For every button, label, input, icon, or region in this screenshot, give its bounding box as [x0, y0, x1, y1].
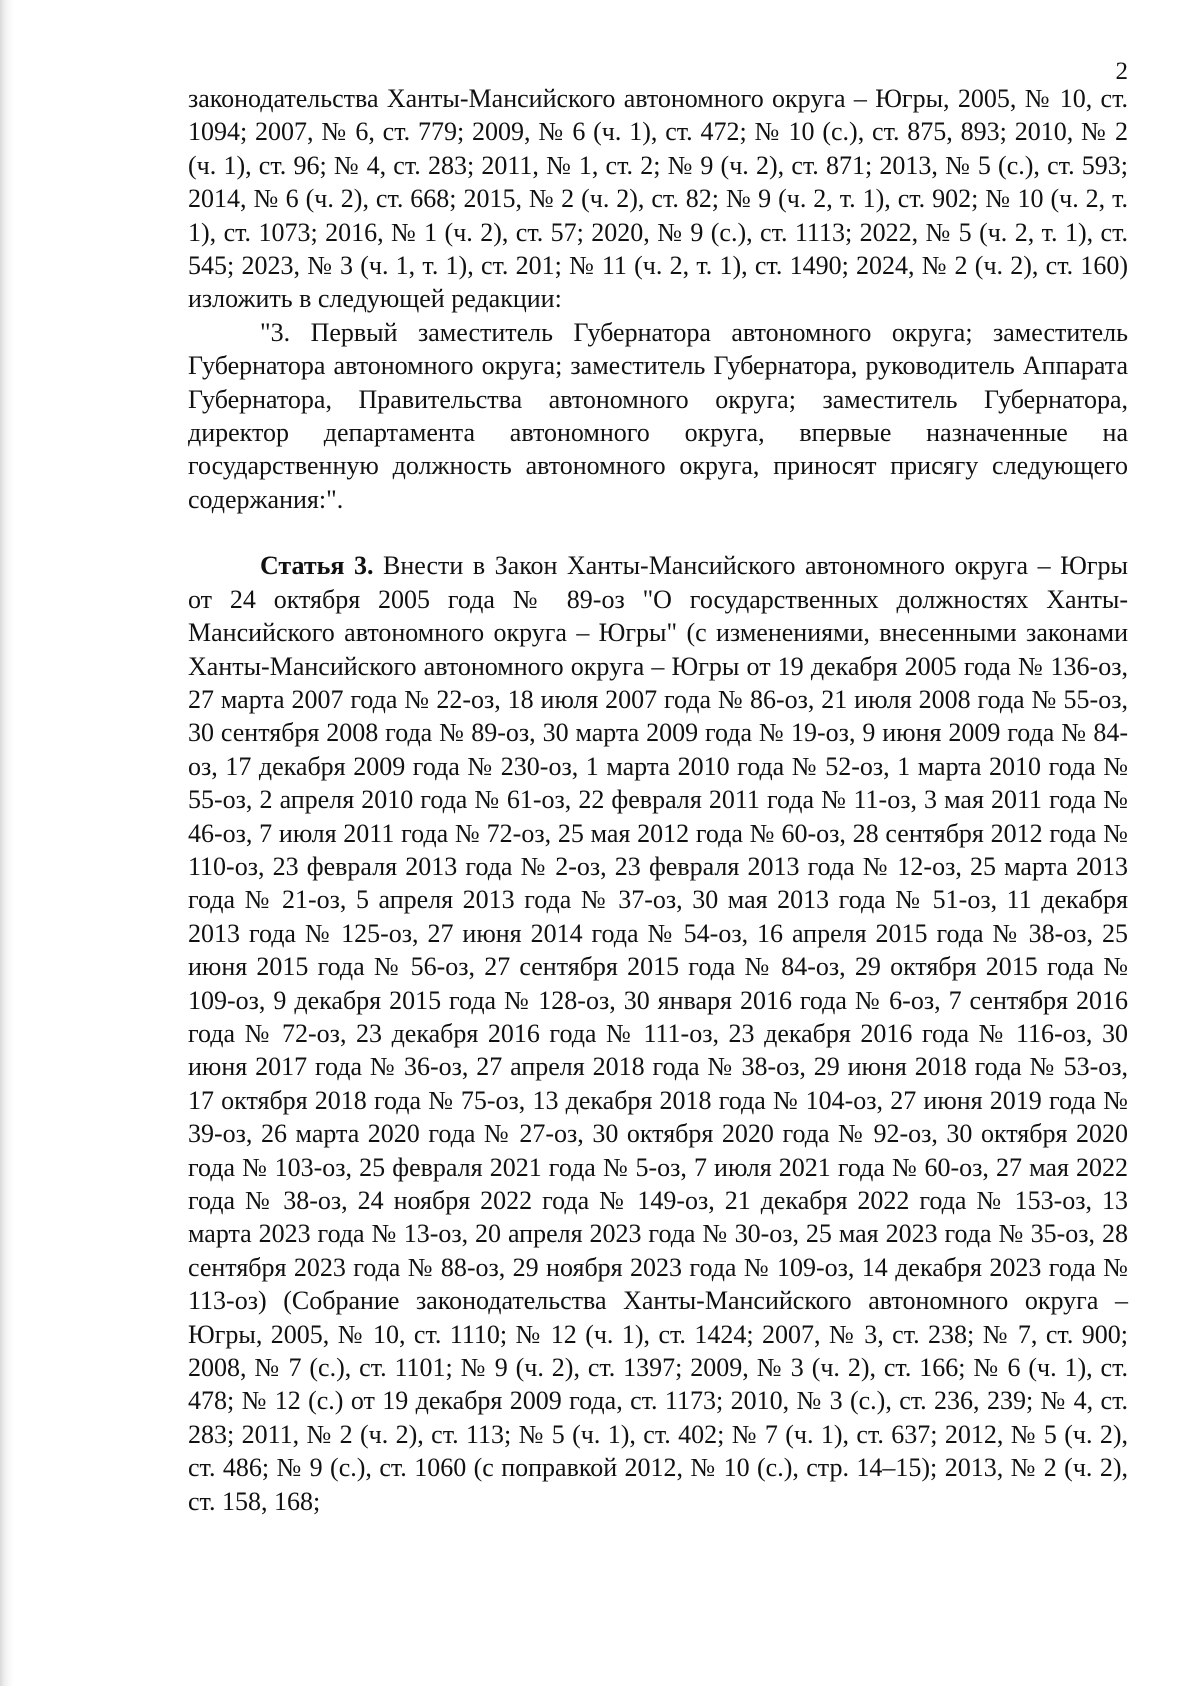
paragraph-amendment-sources: законодательства Ханты-Мансийского автономного округа – Югры, 2005, № 10, ст. 1094; 2007, № 6, ст. 779; 2009, № 6 (ч. 1), ст. 472; № 10 (с.), ст. 875, 893; 2010, № 2 (ч. 1), ст. 96; № 4, ст. 283; 2011, № 1, ст. 2; № 9 (ч. 2), ст. 871; 2013, № 5 (с.), ст. 593; 2014, № 6 (ч. 2), ст. 668; 2015, № 2 (ч. 2), ст. 82; № 9 (ч. 2, т. 1), ст. 902; № 10 (ч. 2, т. 1), ст. 1073; 2016, № 1 (ч. 2), ст. 57; 2020, № 9 (с.), ст. 1113; 2022, № 5 (ч. 2, т. 1), ст. 545; 2023, № 3 (ч. 1, т. 1), ст. 201; № 11 (ч. 2, т. 1), ст. 1490; 2024, № 2 (ч. 2), ст. 160) изложить в следующей редакции:: [188, 84, 1128, 314]
page-number: 2: [1115, 58, 1128, 85]
scan-edge-shadow: [0, 0, 14, 1686]
paragraph-article-3: [188, 549, 1128, 1518]
article-3-text: Внести в Закон Ханты-Мансийского автономного округа – Югры от 24 октября 2005 года № 89-оз "О государственных должностях Ханты-Мансийского автономного округа – Югры" (с изменениями, внесенными законами Ханты-Мансийского автономного округа – Югры от 19 декабря 2005 года № 136-оз, 27 марта 2007 года № 22-оз, 18 июля 2007 года № 86-оз, 21 июля 2008 года № 55-оз, 30 сентября 2008 года № 89-оз, 30 марта 2009 года № 19-оз, 9 июня 2009 года № 84-оз, 17 декабря 2009 года № 230-оз, 1 марта 2010 года № 52-оз, 1 марта 2010 года № 55-оз, 2 апреля 2010 года № 61-оз, 22 февраля 2011 года № 11-оз, 3 мая 2011 года № 46-оз, 7 июля 2011 года № 72-оз, 25 мая 2012 года № 60-оз, 28 сентября 2012 года № 110-оз, 23 февраля 2013 года № 2-оз, 23 февраля 2013 года № 12-оз, 25 марта 2013 года № 21-оз, 5 апреля 2013 года № 37-оз, 30 мая 2013 года № 51-оз, 11 декабря 2013 года № 125-оз, 27 июня 2014 года № 54-оз, 16 апреля 2015 года № 38-оз, 25 июня 2015 года № 56-оз, 27 сентября 2015 года № 84-оз, 29 октября 2015 года № 109-оз, 9 декабря 2015 года № 128-оз, 30 января 2016 года № 6-оз, 7 сентября 2016 года № 72-оз, 23 декабря 2016 года № 111-оз, 23 декабря 2016 года № 116-оз, 30 июня 2017 года № 36-оз, 27 апреля 2018 года № 38-оз, 29 июня 2018 года № 53-оз, 17 октября 2018 года № 75-оз, 13 декабря 2018 года № 104-оз, 27 июня 2019 года № 39-оз, 26 марта 2020 года № 27-оз, 30 октября 2020 года № 92-оз, 30 октября 2020 года № 103-оз, 25 февраля 2021 года № 5-оз, 7 июля 2021 года № 60-оз, 27 мая 2022 года № 38-оз, 24 ноября 2022 года № 149-оз, 21 декабря 2022 года № 153-оз, 13 марта 2023 года № 13-оз, 20 апреля 2023 года № 30-оз, 25 мая 2023 года № 35-оз, 28 сентября 2023 года № 88-оз, 29 ноября 2023 года № 109-оз, 14 декабря 2023 года № 113-оз) (Собрание законодательства Ханты-Мансийского автономного округа – Югры, 2005, № 10, ст. 1110; № 12 (ч. 1), ст. 1424; 2007, № 3, ст. 238; № 7, ст. 900; 2008, № 7 (с.), ст. 1101; № 9 (ч. 2), ст. 1397; 2009, № 3 (ч. 2), ст. 166; № 6 (ч. 1), ст. 478; № 12 (с.) от 19 декабря 2009 года, ст. 1173; 2010, № 3 (с.), ст. 236, 239; № 4, ст. 283; 2011, № 2 (ч. 2), ст. 113; № 5 (ч. 1), ст. 402; № 7 (ч. 1), ст. 637; 2012, № 5 (ч. 2), ст. 486; № 9 (с.), ст. 1060 (с поправкой 2012, № 10 (с.), стр. 14–15); 2013, № 2 (ч. 2), ст. 158, 168;: [188, 551, 1129, 1516]
document-body: [188, 82, 1128, 1518]
paragraph-oath-clause: "3. Первый заместитель Губернатора автономного округа; заместитель Губернатора автономного округа; заместитель Губернатора, руководитель Аппарата Губернатора, Правительства автономного округа; заместитель Губернатора, директор департамента автономного округа, впервые назначенные на государственную должность автономного округа, приносят присягу следующего содержания:".: [188, 317, 1128, 514]
article-3-heading: Статья 3.: [260, 551, 374, 581]
